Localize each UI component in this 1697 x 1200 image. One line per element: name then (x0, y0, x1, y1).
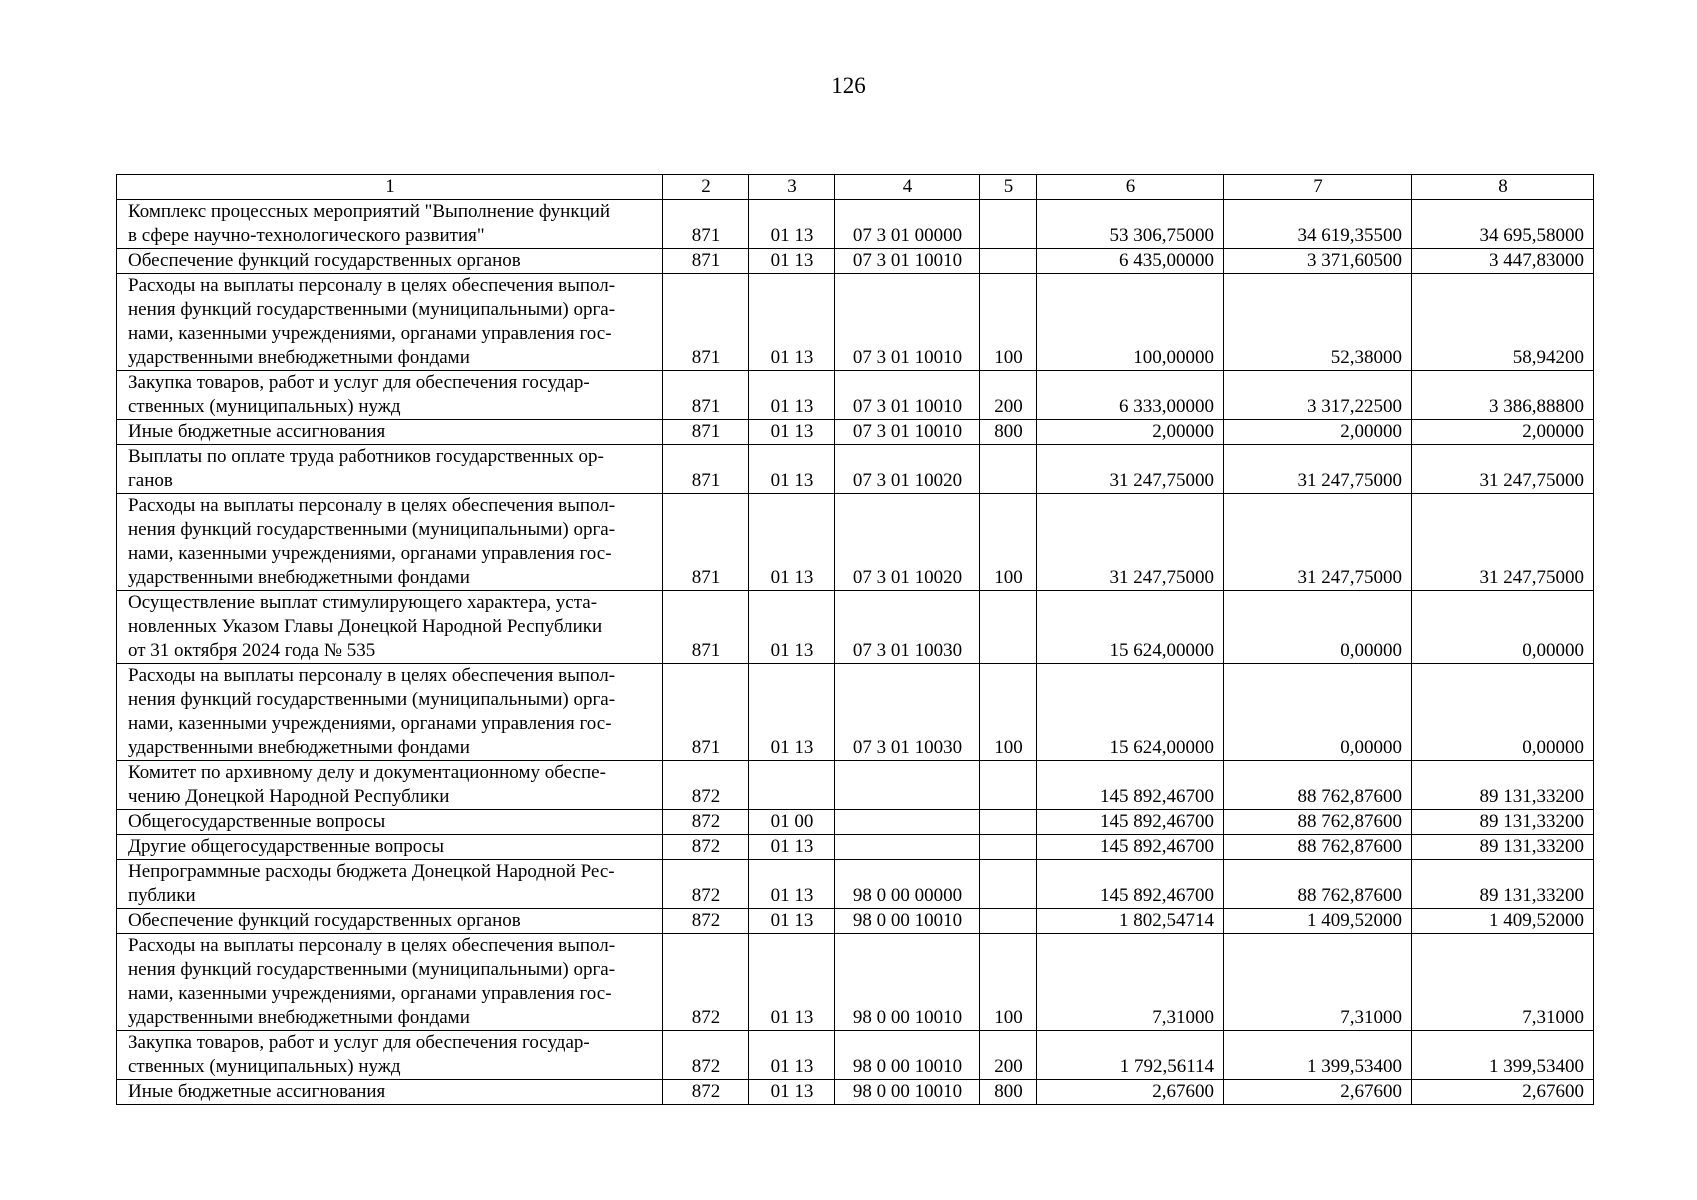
row-name-cell (117, 200, 663, 249)
target-article-cell: 98 0 00 10010 (835, 1031, 980, 1080)
row-name-line: Расходы на выплаты персоналу в целях обеспечения выпол- (128, 665, 616, 686)
row-name-line: Комитет по архивному делу и документационному обеспе- (128, 762, 606, 783)
target-article-cell: 07 3 01 00000 (835, 200, 980, 249)
table-row (117, 274, 1594, 371)
table-row (117, 200, 1594, 249)
amount-col8-cell: 3 386,88800 (1412, 371, 1594, 420)
amount-col6-cell: 2,00000 (1037, 420, 1224, 445)
row-name-line: Иные бюджетные ассигнования (128, 421, 386, 442)
amount-col7-cell: 31 247,75000 (1224, 445, 1412, 494)
ved-code-cell: 872 (663, 934, 749, 1031)
amount-col6-cell: 15 624,00000 (1037, 664, 1224, 761)
target-article-cell: 98 0 00 10010 (835, 934, 980, 1031)
target-article-cell: 07 3 01 10010 (835, 274, 980, 371)
row-name-line: ударственными внебюджетными фондами (128, 567, 470, 588)
row-name-line: чению Донецкой Народной Республики (128, 786, 450, 807)
section-code-cell: 01 13 (749, 1080, 835, 1105)
ved-code-cell: 872 (663, 860, 749, 909)
column-number-cell: 5 (980, 175, 1037, 200)
target-article-cell: 07 3 01 10020 (835, 445, 980, 494)
amount-col6-cell: 15 624,00000 (1037, 591, 1224, 664)
row-name-line: Расходы на выплаты персоналу в целях обеспечения выпол- (128, 275, 616, 296)
row-name-cell (117, 835, 663, 860)
section-code-cell: 01 13 (749, 249, 835, 274)
target-article-cell: 07 3 01 10020 (835, 494, 980, 591)
row-name-line: Закупка товаров, работ и услуг для обеспечения государ- (128, 372, 590, 393)
section-code-cell: 01 13 (749, 909, 835, 934)
ved-code-cell: 872 (663, 810, 749, 835)
section-code-cell: 01 13 (749, 445, 835, 494)
column-number-cell: 4 (835, 175, 980, 200)
amount-col6-cell: 7,31000 (1037, 934, 1224, 1031)
row-name-line: нения функций государственными (муниципальными) орга- (128, 299, 616, 320)
section-code-cell: 01 13 (749, 494, 835, 591)
row-name-cell (117, 1031, 663, 1080)
amount-col8-cell: 0,00000 (1412, 664, 1594, 761)
row-name-line: ударственными внебюджетными фондами (128, 1007, 470, 1028)
section-code-cell: 01 13 (749, 420, 835, 445)
amount-col7-cell: 3 371,60500 (1224, 249, 1412, 274)
row-name-cell (117, 934, 663, 1031)
target-article-cell (835, 810, 980, 835)
row-name-line: ственных (муниципальных) нужд (128, 396, 401, 417)
table-row (117, 934, 1594, 1031)
amount-col7-cell: 88 762,87600 (1224, 761, 1412, 810)
ved-code-cell: 871 (663, 591, 749, 664)
row-name-cell (117, 249, 663, 274)
target-article-cell (835, 835, 980, 860)
expense-type-cell: 100 (980, 934, 1037, 1031)
expense-type-cell: 800 (980, 1080, 1037, 1105)
expense-type-cell (980, 909, 1037, 934)
row-name-line: Обеспечение функций государственных органов (128, 250, 521, 271)
amount-col8-cell: 34 695,58000 (1412, 200, 1594, 249)
ved-code-cell: 871 (663, 371, 749, 420)
expense-type-cell (980, 810, 1037, 835)
column-number-row (117, 175, 1594, 200)
expense-type-cell (980, 761, 1037, 810)
row-name-cell (117, 810, 663, 835)
table-row (117, 664, 1594, 761)
expense-type-cell: 100 (980, 494, 1037, 591)
table-row (117, 860, 1594, 909)
row-name-line: ганов (128, 470, 173, 491)
table-row (117, 1031, 1594, 1080)
row-name-line: нения функций государственными (муниципальными) орга- (128, 519, 616, 540)
target-article-cell (835, 761, 980, 810)
table-row (117, 445, 1594, 494)
column-number-cell: 3 (749, 175, 835, 200)
row-name-cell (117, 860, 663, 909)
row-name-line: Иные бюджетные ассигнования (128, 1081, 386, 1102)
section-code-cell: 01 13 (749, 860, 835, 909)
table-row (117, 810, 1594, 835)
page-number: 126 (831, 73, 866, 98)
amount-col6-cell: 31 247,75000 (1037, 494, 1224, 591)
table-row (117, 420, 1594, 445)
amount-col7-cell: 88 762,87600 (1224, 860, 1412, 909)
row-name-line: нами, казенными учреждениями, органами управления гос- (128, 983, 612, 1004)
amount-col7-cell: 3 317,22500 (1224, 371, 1412, 420)
target-article-cell: 07 3 01 10030 (835, 591, 980, 664)
amount-col7-cell: 2,67600 (1224, 1080, 1412, 1105)
row-name-line: в сфере научно-технологического развития" (128, 225, 485, 246)
target-article-cell: 07 3 01 10010 (835, 371, 980, 420)
amount-col7-cell: 52,38000 (1224, 274, 1412, 371)
expense-type-cell: 100 (980, 274, 1037, 371)
row-name-cell (117, 591, 663, 664)
expense-type-cell: 100 (980, 664, 1037, 761)
amount-col8-cell: 89 131,33200 (1412, 835, 1594, 860)
target-article-cell: 07 3 01 10010 (835, 249, 980, 274)
amount-col6-cell: 2,67600 (1037, 1080, 1224, 1105)
row-name-cell (117, 420, 663, 445)
budget-table (116, 174, 1594, 1105)
ved-code-cell: 871 (663, 274, 749, 371)
amount-col7-cell: 1 399,53400 (1224, 1031, 1412, 1080)
amount-col6-cell: 1 802,54714 (1037, 909, 1224, 934)
table-row (117, 591, 1594, 664)
ved-code-cell: 872 (663, 835, 749, 860)
row-name-line: публики (128, 885, 196, 906)
section-code-cell: 01 13 (749, 591, 835, 664)
amount-col8-cell: 31 247,75000 (1412, 494, 1594, 591)
table-row (117, 371, 1594, 420)
amount-col7-cell: 34 619,35500 (1224, 200, 1412, 249)
amount-col8-cell: 3 447,83000 (1412, 249, 1594, 274)
amount-col6-cell: 31 247,75000 (1037, 445, 1224, 494)
amount-col6-cell: 145 892,46700 (1037, 860, 1224, 909)
row-name-cell (117, 761, 663, 810)
amount-col7-cell: 88 762,87600 (1224, 835, 1412, 860)
expense-type-cell (980, 200, 1037, 249)
expense-type-cell (980, 860, 1037, 909)
amount-col6-cell: 145 892,46700 (1037, 761, 1224, 810)
section-code-cell: 01 13 (749, 934, 835, 1031)
table-row (117, 835, 1594, 860)
table-row (117, 1080, 1594, 1105)
amount-col8-cell: 2,00000 (1412, 420, 1594, 445)
row-name-line: нами, казенными учреждениями, органами управления гос- (128, 323, 612, 344)
row-name-line: Выплаты по оплате труда работников государственных ор- (128, 446, 604, 467)
amount-col8-cell: 89 131,33200 (1412, 761, 1594, 810)
row-name-cell (117, 371, 663, 420)
section-code-cell: 01 13 (749, 835, 835, 860)
amount-col6-cell: 6 435,00000 (1037, 249, 1224, 274)
amount-col7-cell: 2,00000 (1224, 420, 1412, 445)
row-name-line: Непрограммные расходы бюджета Донецкой Народной Рес- (128, 861, 615, 882)
ved-code-cell: 871 (663, 249, 749, 274)
table-row (117, 494, 1594, 591)
section-code-cell: 01 13 (749, 200, 835, 249)
row-name-line: ственных (муниципальных) нужд (128, 1056, 401, 1077)
amount-col6-cell: 1 792,56114 (1037, 1031, 1224, 1080)
amount-col6-cell: 145 892,46700 (1037, 835, 1224, 860)
row-name-cell (117, 494, 663, 591)
table-row (117, 761, 1594, 810)
column-number-cell: 1 (117, 175, 663, 200)
ved-code-cell: 871 (663, 664, 749, 761)
amount-col7-cell: 1 409,52000 (1224, 909, 1412, 934)
row-name-line: нения функций государственными (муниципальными) орга- (128, 689, 616, 710)
amount-col7-cell: 0,00000 (1224, 664, 1412, 761)
row-name-line: новленных Указом Главы Донецкой Народной Республики (128, 616, 603, 637)
table-row (117, 249, 1594, 274)
section-code-cell (749, 761, 835, 810)
column-number-cell: 2 (663, 175, 749, 200)
row-name-line: ударственными внебюджетными фондами (128, 737, 470, 758)
amount-col8-cell: 58,94200 (1412, 274, 1594, 371)
amount-col6-cell: 145 892,46700 (1037, 810, 1224, 835)
row-name-line: ударственными внебюджетными фондами (128, 347, 470, 368)
row-name-line: Осуществление выплат стимулирующего характера, уста- (128, 592, 598, 613)
amount-col7-cell: 7,31000 (1224, 934, 1412, 1031)
expense-type-cell: 200 (980, 1031, 1037, 1080)
row-name-line: нения функций государственными (муниципальными) орга- (128, 959, 616, 980)
amount-col8-cell: 0,00000 (1412, 591, 1594, 664)
row-name-line: нами, казенными учреждениями, органами управления гос- (128, 543, 612, 564)
amount-col7-cell: 88 762,87600 (1224, 810, 1412, 835)
table-row (117, 909, 1594, 934)
ved-code-cell: 872 (663, 1080, 749, 1105)
amount-col8-cell: 1 399,53400 (1412, 1031, 1594, 1080)
row-name-line: Комплекс процессных мероприятий "Выполнение функций (128, 201, 611, 222)
target-article-cell: 07 3 01 10030 (835, 664, 980, 761)
amount-col8-cell: 2,67600 (1412, 1080, 1594, 1105)
amount-col8-cell: 31 247,75000 (1412, 445, 1594, 494)
section-code-cell: 01 13 (749, 1031, 835, 1080)
expense-type-cell (980, 249, 1037, 274)
row-name-cell (117, 909, 663, 934)
row-name-line: Общегосударственные вопросы (128, 811, 386, 832)
column-number-cell: 7 (1224, 175, 1412, 200)
column-number-cell: 8 (1412, 175, 1594, 200)
section-code-cell: 01 13 (749, 274, 835, 371)
section-code-cell: 01 13 (749, 371, 835, 420)
expense-type-cell: 800 (980, 420, 1037, 445)
section-code-cell: 01 13 (749, 664, 835, 761)
amount-col6-cell: 53 306,75000 (1037, 200, 1224, 249)
row-name-cell (117, 1080, 663, 1105)
row-name-cell (117, 664, 663, 761)
row-name-line: Обеспечение функций государственных органов (128, 910, 521, 931)
ved-code-cell: 871 (663, 445, 749, 494)
row-name-line: Другие общегосударственные вопросы (128, 836, 444, 857)
amount-col6-cell: 100,00000 (1037, 274, 1224, 371)
ved-code-cell: 871 (663, 420, 749, 445)
expense-type-cell: 200 (980, 371, 1037, 420)
amount-col8-cell: 89 131,33200 (1412, 810, 1594, 835)
amount-col6-cell: 6 333,00000 (1037, 371, 1224, 420)
ved-code-cell: 872 (663, 761, 749, 810)
amount-col8-cell: 1 409,52000 (1412, 909, 1594, 934)
row-name-line: Расходы на выплаты персоналу в целях обеспечения выпол- (128, 935, 616, 956)
expense-type-cell (980, 835, 1037, 860)
ved-code-cell: 871 (663, 494, 749, 591)
section-code-cell: 01 00 (749, 810, 835, 835)
ved-code-cell: 872 (663, 1031, 749, 1080)
amount-col7-cell: 0,00000 (1224, 591, 1412, 664)
row-name-cell (117, 445, 663, 494)
expense-type-cell (980, 591, 1037, 664)
amount-col7-cell: 31 247,75000 (1224, 494, 1412, 591)
target-article-cell: 98 0 00 10010 (835, 909, 980, 934)
amount-col8-cell: 89 131,33200 (1412, 860, 1594, 909)
row-name-line: нами, казенными учреждениями, органами управления гос- (128, 713, 612, 734)
row-name-line: Закупка товаров, работ и услуг для обеспечения государ- (128, 1032, 590, 1053)
column-number-cell: 6 (1037, 175, 1224, 200)
ved-code-cell: 871 (663, 200, 749, 249)
expense-type-cell (980, 445, 1037, 494)
budget-table-body (117, 175, 1594, 1105)
row-name-line: Расходы на выплаты персоналу в целях обеспечения выпол- (128, 495, 616, 516)
row-name-cell (117, 274, 663, 371)
target-article-cell: 98 0 00 00000 (835, 860, 980, 909)
target-article-cell: 98 0 00 10010 (835, 1080, 980, 1105)
target-article-cell: 07 3 01 10010 (835, 420, 980, 445)
ved-code-cell: 872 (663, 909, 749, 934)
row-name-line: от 31 октября 2024 года № 535 (128, 640, 376, 661)
amount-col8-cell: 7,31000 (1412, 934, 1594, 1031)
